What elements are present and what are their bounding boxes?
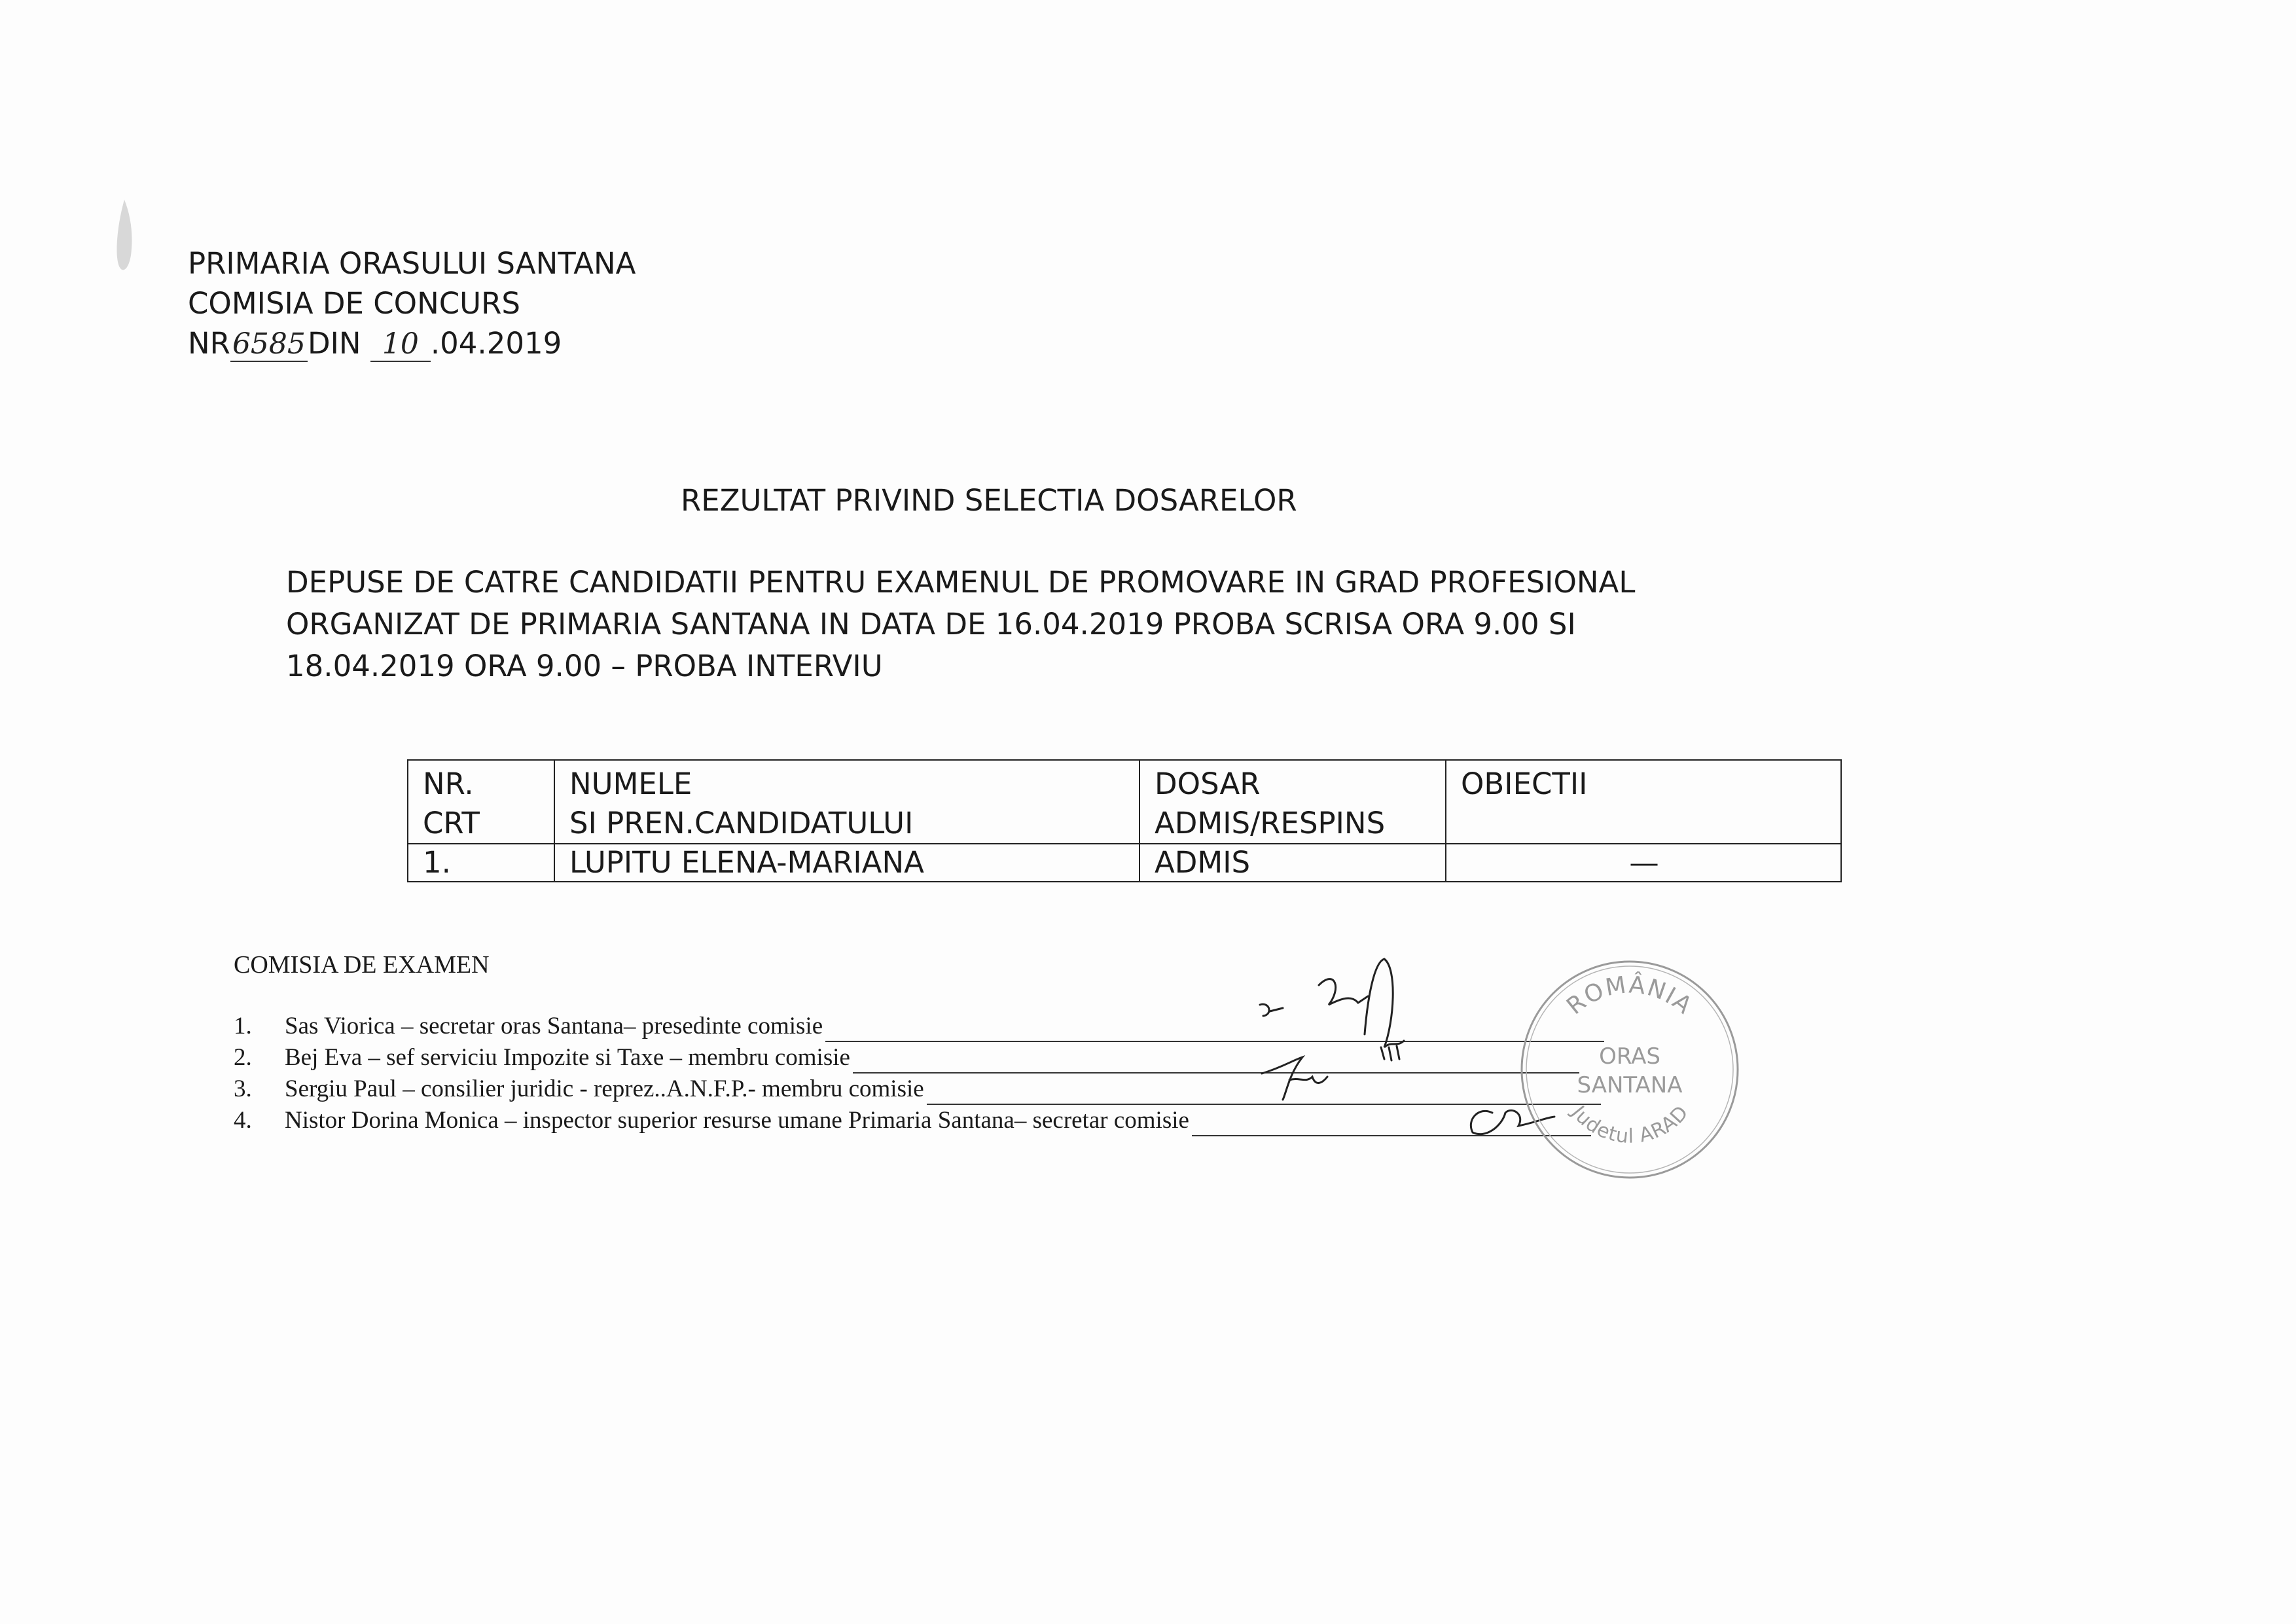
handwritten-number: 6585 — [230, 328, 308, 362]
institution-name: PRIMARIA ORASULUI SANTANA — [188, 246, 636, 281]
header-candidate-name: NUMELE SI PREN.CANDIDATULUI — [554, 760, 1139, 844]
member-text: Sergiu Paul – consilier juridic - reprez..A.N.F.P.- membru comisie — [285, 1075, 924, 1102]
list-item: 4. Nistor Dorina Monica – inspector superior resurse umane Primaria Santana– secretar comisie — [234, 1105, 1604, 1136]
list-item: 2. Bej Eva – sef serviciu Impozite si Taxe – membru comisie — [234, 1042, 1604, 1074]
header-objections: OBIECTII — [1446, 760, 1841, 844]
table-row — [408, 844, 1841, 882]
document-subtitle: DEPUSE DE CATRE CANDIDATII PENTRU EXAMENUL DE PROMOVARE IN GRAD PROFESIONAL ORGANIZAT DE PRIMARIA SANTANA IN DATA DE 16.04.2019 PROBA SCRISA ORA 9.00 SI 18.04.2019 ORA 9.00 – PROBA INTERVIU — [286, 565, 1636, 683]
list-item: 3. Sergiu Paul – consilier juridic - reprez..A.N.F.P.- membru comisie — [234, 1074, 1604, 1105]
svg-text:Judetul ARAD — [1566, 1101, 1694, 1149]
din-label: DIN — [307, 326, 361, 361]
cell-name: LUPITU ELENA-MARIANA — [554, 844, 1139, 882]
header-nr-crt: NR. CRT — [408, 760, 554, 844]
member-text: Nistor Dorina Monica – inspector superior resurse umane Primaria Santana– secretar comisie — [285, 1107, 1189, 1134]
table-header-row — [408, 760, 1841, 844]
commission-label: COMISIA DE EXAMEN — [234, 951, 490, 979]
member-text: Bej Eva – sef serviciu Impozite si Taxe – membru comisie — [285, 1044, 850, 1071]
stamp-bottom-text: Judetul ARAD — [1566, 1101, 1694, 1149]
cell-objections: — — [1446, 844, 1841, 882]
official-stamp — [1517, 957, 1743, 1183]
stamp-top-text: ROMÂNIA — [1562, 971, 1698, 1020]
document-title: REZULTAT PRIVIND SELECTIA DOSARELOR — [681, 483, 1297, 518]
results-table — [407, 759, 1842, 882]
header-dosar-status: DOSAR ADMIS/RESPINS — [1139, 760, 1446, 844]
registration-number — [188, 323, 636, 363]
scan-artifact — [111, 196, 137, 281]
commission-name: COMISIA DE CONCURS — [188, 286, 520, 321]
handwritten-day: 10 — [370, 328, 431, 362]
cell-status: ADMIS — [1139, 844, 1446, 882]
stamp-middle-text-1: ORAS — [1599, 1043, 1660, 1070]
stamp-middle-text-2: SANTANA — [1577, 1072, 1683, 1098]
nr-prefix: NR — [188, 326, 230, 361]
member-text: Sas Viorica – secretar oras Santana– presedinte comisie — [285, 1013, 823, 1039]
date-suffix: .04.2019 — [430, 326, 562, 361]
cell-nr: 1. — [408, 844, 554, 882]
list-item: 1. Sas Viorica – secretar oras Santana– presedinte comisie — [234, 1011, 1604, 1042]
document-header — [188, 244, 636, 363]
svg-text:ROMÂNIA — [1562, 971, 1698, 1020]
